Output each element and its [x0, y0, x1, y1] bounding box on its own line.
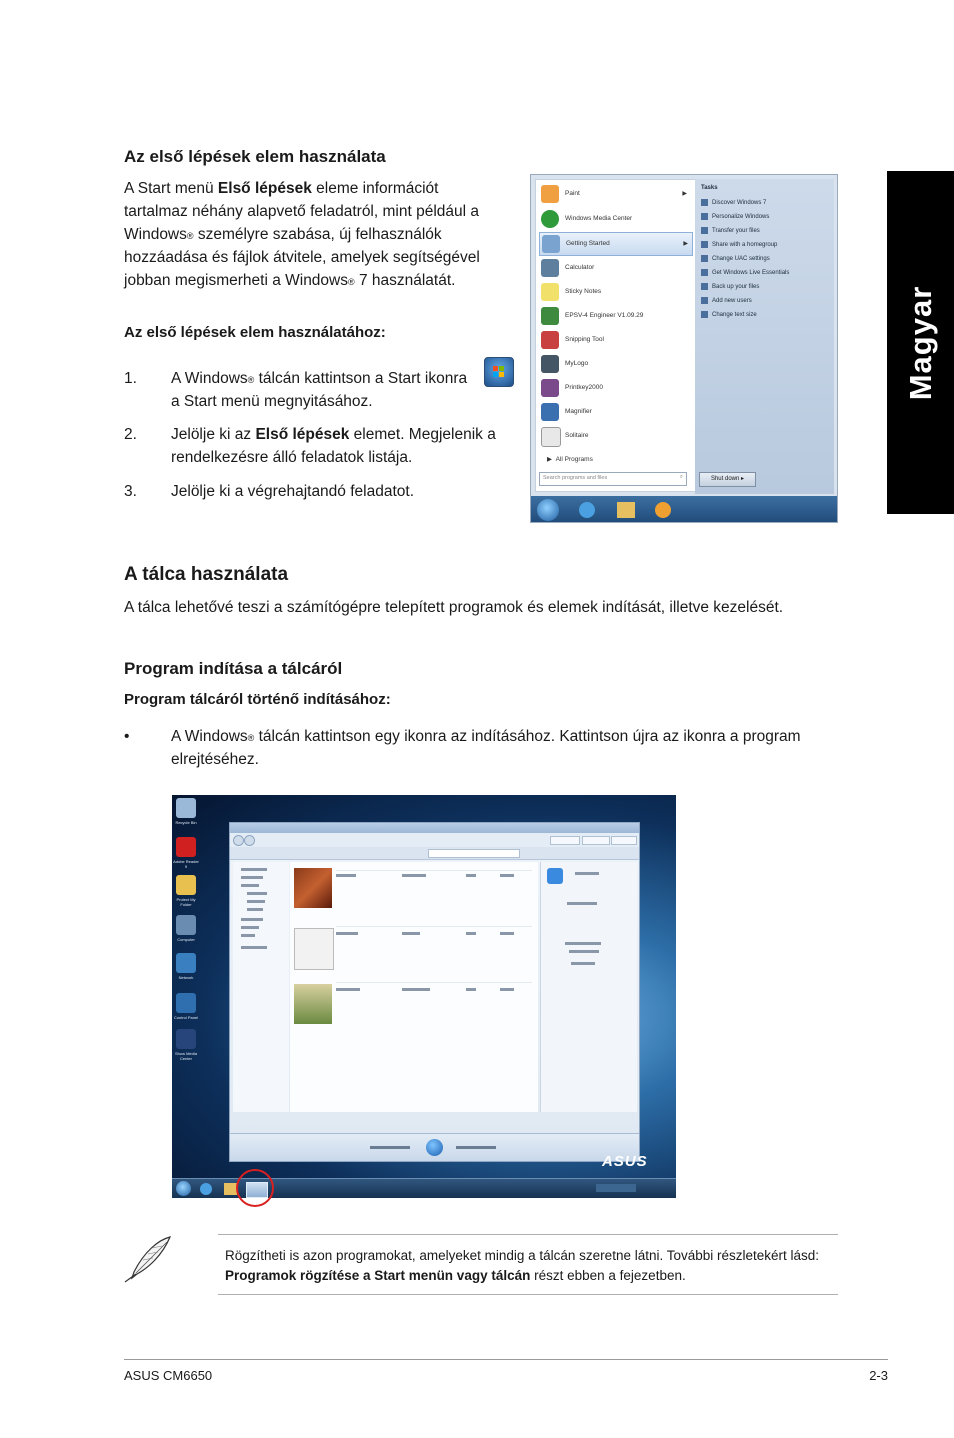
- list-pane: [540, 862, 637, 1112]
- footer-product: ASUS CM6650: [124, 1368, 213, 1383]
- start-menu-all-programs: ▶ All Programs: [547, 456, 593, 463]
- start-menu-item: Solitaire: [539, 425, 691, 447]
- start-orb-icon: [484, 357, 514, 387]
- desktop-icon-label: Protect My Folder: [176, 897, 196, 907]
- computer-icon: [176, 915, 196, 935]
- desktop-icon-label: Recycle Bin: [175, 820, 197, 825]
- network-icon: [176, 953, 196, 973]
- media-center-icon: [176, 1029, 196, 1049]
- taskbar-intro: A tálca lehetővé teszi a számítógépre telepített programok és elemek indítását, illetve kezelését.: [124, 599, 784, 616]
- section-heading-getting-started: Az első lépések elem használata: [124, 147, 386, 166]
- start-orb-icon: [537, 499, 559, 521]
- library-tree: [233, 862, 289, 1112]
- start-menu-item: Magnifier: [539, 401, 691, 423]
- task-item: Change text size: [701, 311, 757, 318]
- media-player-window: [229, 822, 640, 1162]
- media-player-icon: [655, 502, 671, 518]
- window-toolbar: [230, 847, 639, 860]
- start-menu-item: Windows Media Center: [539, 208, 691, 230]
- window-navbar: [230, 833, 639, 848]
- tasks-title: Tasks: [701, 185, 718, 191]
- task-item: Transfer your files: [701, 227, 760, 234]
- step-1-text: A Windows® tálcán kattintson a Start ikonra: [171, 370, 468, 387]
- start-menu-tasks-pane: [695, 179, 834, 494]
- window-titlebar: [230, 823, 639, 833]
- search-icon: ⌕: [679, 474, 683, 480]
- ie-icon: [200, 1183, 212, 1195]
- subheading-launch-program: Program indítása a tálcáról: [124, 659, 343, 678]
- clock: [644, 1183, 670, 1195]
- play-icon: [547, 868, 563, 884]
- forward-icon: [244, 835, 255, 846]
- album-art: [294, 984, 332, 1024]
- bullet-text: A Windows® tálcán kattintson egy ikonra az indításához. Kattintson újra az ikonra a program: [171, 728, 801, 745]
- album-art: [294, 928, 334, 970]
- adobe-reader-icon: [176, 837, 196, 857]
- task-item: Share with a homegroup: [701, 241, 777, 248]
- desktop-icon-label: Computer: [177, 937, 195, 942]
- note-divider-top: [218, 1234, 838, 1235]
- step-3-text: Jelölje ki a végrehajtandó feladatot.: [171, 483, 414, 500]
- desktop-icon-label: Control Panel: [173, 1015, 199, 1020]
- playback-controls: [230, 1133, 639, 1161]
- start-menu-item: Snipping Tool: [539, 329, 691, 351]
- getting-started-intro: A Start menü Első lépések eleme információt tartalmaz néhány alapvető feladatról, mint például a Windows® személyre szabása, új felhasználók hozzáadása és fájlok átvitele, amelyek segítségével jobban megismerheti a Windows® 7 használatát.: [124, 180, 480, 289]
- task-item: Personalize Windows: [701, 213, 769, 220]
- folder-icon: [176, 875, 196, 895]
- highlight-circle: [236, 1169, 274, 1207]
- start-menu-item: Paint ▶: [539, 183, 691, 205]
- library-content: [290, 862, 538, 1112]
- back-icon: [233, 835, 244, 846]
- control-panel-icon: [176, 993, 196, 1013]
- start-menu-taskbar: [531, 496, 838, 523]
- desktop-icon-label: Show Media Center: [174, 1051, 197, 1061]
- desktop-screenshot: [172, 795, 676, 1198]
- task-item: Add new users: [701, 297, 752, 304]
- start-menu-item: EPSV-4 Engineer V1.09.29: [539, 305, 691, 327]
- recycle-bin-icon: [176, 798, 196, 818]
- bullet: •: [124, 728, 130, 745]
- task-item: Change UAC settings: [701, 255, 770, 262]
- desktop-icon-label: Adobe Reader 9: [173, 859, 199, 869]
- ie-icon: [579, 502, 595, 518]
- system-tray: [596, 1184, 636, 1192]
- search-input: [428, 849, 520, 858]
- step-2-text-cont: rendelkezésre álló feladatok listája.: [171, 449, 413, 466]
- footer-rule: [124, 1359, 888, 1360]
- quill-pen-icon: [122, 1234, 176, 1286]
- burn-tab: [582, 836, 610, 845]
- start-menu-programs-pane: [535, 179, 697, 492]
- start-menu-search-box: Search programs and files ⌕: [539, 472, 687, 486]
- side-tab-label: Magyar: [902, 285, 938, 400]
- subsubheading-launch-program: Program tálcáról történő indításához:: [124, 691, 391, 708]
- task-item: Get Windows Live Essentials: [701, 269, 789, 276]
- asus-logo: ASUS: [602, 1153, 648, 1170]
- play-button-icon: [426, 1139, 443, 1156]
- start-menu-screenshot: [530, 174, 838, 523]
- start-menu-item: Sticky Notes: [539, 281, 691, 303]
- start-menu-item: Printkey2000: [539, 377, 691, 399]
- start-orb-icon: [176, 1181, 191, 1196]
- step-number: 2.: [124, 426, 137, 443]
- note-divider-bottom: [218, 1294, 838, 1295]
- step-number: 1.: [124, 370, 137, 387]
- play-tab: [550, 836, 580, 845]
- bullet-text-cont: elrejtéséhez.: [171, 751, 259, 768]
- section-heading-taskbar: A tálca használata: [124, 564, 289, 585]
- start-menu-item: MyLogo: [539, 353, 691, 375]
- step-2-text: Jelölje ki az Első lépések elemet. Megjelenik a: [171, 426, 496, 443]
- step-1-text-cont: a Start menü megnyitásához.: [171, 393, 373, 410]
- desktop-icon-label: Network: [178, 975, 194, 980]
- start-menu-item: Calculator: [539, 257, 691, 279]
- album-art: [294, 868, 332, 908]
- sync-tab: [611, 836, 637, 845]
- getting-started-subheading: Az első lépések elem használatához:: [124, 324, 386, 341]
- folder-icon: [617, 502, 635, 518]
- task-item: Discover Windows 7: [701, 199, 766, 206]
- task-item: Back up your files: [701, 283, 759, 290]
- page-number: 2-3: [869, 1368, 888, 1383]
- side-language-tab: [887, 171, 954, 514]
- shutdown-button: Shut down ▸: [699, 472, 756, 487]
- start-menu-item-selected: Getting Started ▶: [539, 232, 693, 256]
- note-text: Rögzítheti is azon programokat, amelyeket mindig a tálcán szeretne látni. További részletekért lásd: Programok rögzítése a Start menün vagy tálcán részt ebben a fejezetben.: [225, 1248, 820, 1283]
- step-number: 3.: [124, 483, 137, 500]
